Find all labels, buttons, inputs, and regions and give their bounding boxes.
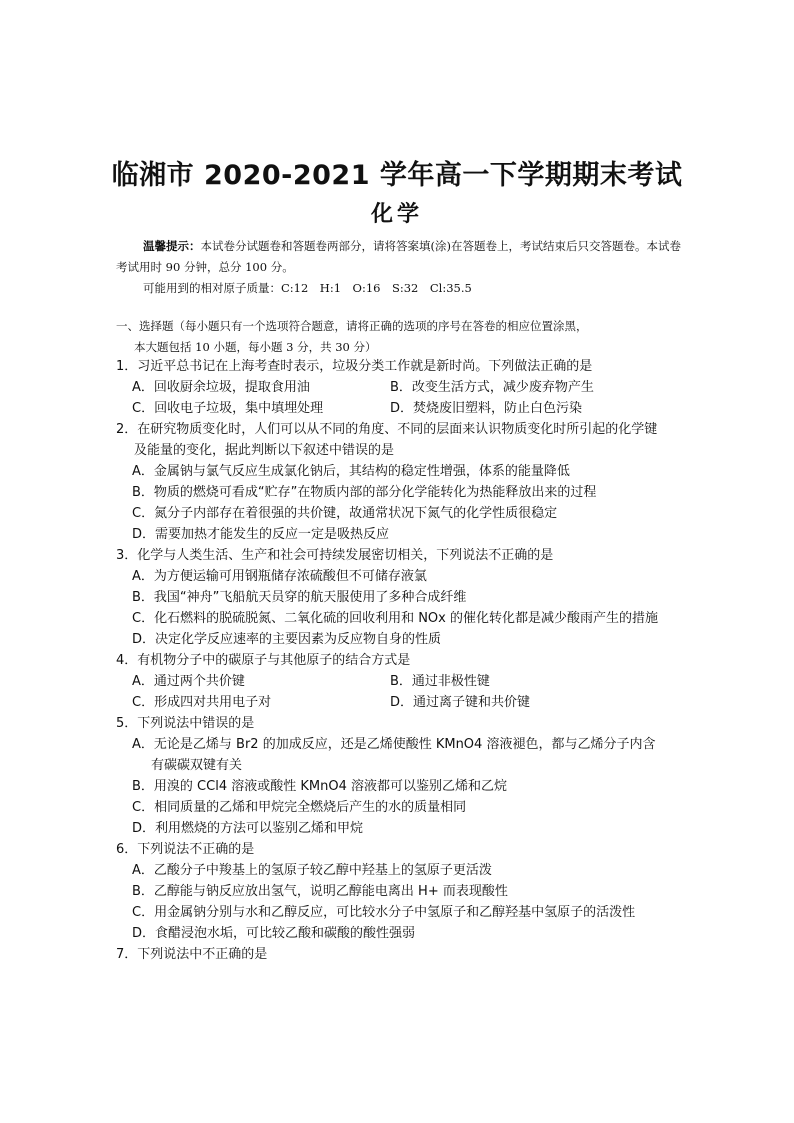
option-a: A．回收厨余垃圾，提取食用油 (132, 380, 310, 395)
option-b: B．物质的燃烧可看成“贮存”在物质内部的部分化学能转化为热能释放出来的过程 (132, 485, 597, 500)
option-b: B．通过非极性键 (390, 674, 490, 689)
option-c: C．用金属钠分别与水和乙醇反应，可比较水分子中氢原子和乙醇羟基中氢原子的活泼性 (132, 905, 636, 920)
exam-subject: 化学 (370, 202, 423, 227)
exam-notes (116, 236, 686, 299)
question-stem-continued: 及能量的变化，据此判断以下叙述中错误的是 (134, 443, 395, 458)
option-d: D．焚烧废旧塑料，防止白色污染 (390, 401, 583, 416)
tip-text: 本试卷分试题卷和答题卷两部分，请将答案填(涂)在答题卷上，考试结束后只交答题卷。本试卷考试用时 90 分钟，总分 100 分。 (116, 239, 681, 274)
question-stem: 3．化学与人类生活、生产和社会可持续发展密切相关，下列说法不正确的是 (116, 548, 554, 563)
option-a: A．通过两个共价键 (132, 674, 245, 689)
question-stem: 6．下列说法不正确的是 (116, 842, 255, 857)
option-d: D．通过离子键和共价键 (390, 695, 531, 710)
question-stem: 2．在研究物质变化时，人们可以从不同的角度、不同的层面来认识物质变化时所引起的化学键 (116, 422, 658, 437)
tip-label: 温馨提示： (143, 239, 201, 253)
option-b: B．改变生活方式，减少废弃物产生 (390, 380, 594, 395)
option-c: C．相同质量的乙烯和甲烷完全燃烧后产生的水的质量相同 (132, 800, 467, 815)
option-row (116, 398, 688, 419)
option-row (116, 377, 688, 398)
section-heading-line2: 本大题包括 10 小题，每小题 3 分，共 30 分） (134, 340, 377, 354)
atomic-masses: 可能用到的相对原子质量：C:12 H:1 O:16 S:32 Cl:35.5 (143, 281, 472, 295)
option-row (116, 692, 688, 713)
question-stem: 4．有机物分子中的碳原子与其他原子的结合方式是 (116, 653, 411, 668)
option-a: A．金属钠与氯气反应生成氯化钠后，其结构的稳定性增强，体系的能量降低 (132, 464, 570, 479)
option-d: D．食醋浸泡水垢，可比较乙酸和碳酸的酸性强弱 (132, 926, 416, 941)
option-c: C．形成四对共用电子对 (132, 695, 272, 710)
question-stem: 7．下列说法中不正确的是 (116, 947, 268, 962)
option-a: A．为方便运输可用钢瓶储存浓硫酸但不可储存液氯 (132, 569, 427, 584)
section-heading-line1: 一、选择题（每小题只有一个选项符合题意，请将正确的选项的序号在答卷的相应位置涂黑， (116, 319, 588, 333)
question-stem: 5．下列说法中错误的是 (116, 716, 255, 731)
option-d: D．利用燃烧的方法可以鉴别乙烯和甲烷 (132, 821, 364, 836)
option-a-continued: 有碳碳双键有关 (151, 758, 243, 773)
option-a: A．无论是乙烯与 Br2 的加成反应，还是乙烯使酸性 KMnO4 溶液褪色，都与乙烯分子内含 (132, 737, 656, 752)
tip-paragraph (116, 236, 686, 278)
option-d: D．决定化学反应速率的主要因素为反应物自身的性质 (132, 632, 442, 647)
option-d: D．需要加热才能发生的反应一定是吸热反应 (132, 527, 390, 542)
option-b: B．用溴的 CCl4 溶液或酸性 KMnO4 溶液都可以鉴别乙烯和乙烷 (132, 779, 507, 794)
option-b: B．我国“神舟”飞船航天员穿的航天服使用了多种合成纤维 (132, 590, 467, 605)
option-a: A．乙酸分子中羧基上的氢原子较乙醇中羟基上的氢原子更活泼 (132, 863, 492, 878)
exam-title: 临湘市 2020-2021 学年高一下学期期末考试 (111, 160, 683, 191)
option-row (116, 671, 688, 692)
question-stem: 1．习近平总书记在上海考查时表示，垃圾分类工作就是新时尚。下列做法正确的是 (116, 359, 593, 374)
option-c: C．氮分子内部存在着很强的共价键，故通常状况下氮气的化学性质很稳定 (132, 506, 558, 521)
section-heading (116, 316, 686, 358)
option-b: B．乙醇能与钠反应放出氢气，说明乙醇能电离出 H+ 而表现酸性 (132, 884, 508, 899)
option-c: C．化石燃料的脱硫脱氮、二氧化硫的回收利用和 NOx 的催化转化都是减少酸雨产生的措施 (132, 611, 658, 626)
question-list (116, 356, 688, 965)
option-c: C．回收电子垃圾，集中填埋处理 (132, 401, 324, 416)
